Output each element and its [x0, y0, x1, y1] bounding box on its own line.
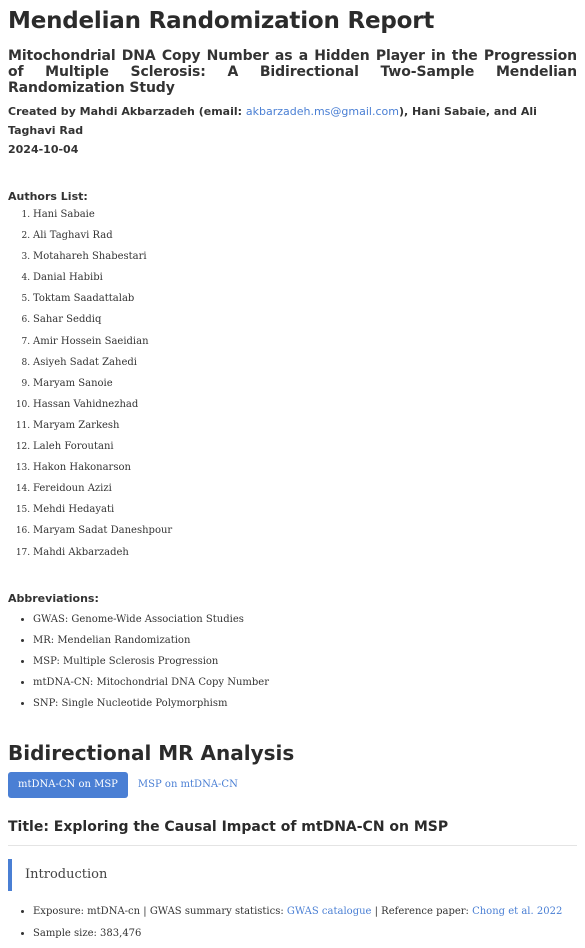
report-date: 2024-10-04 [8, 143, 79, 156]
authors-list [8, 207, 577, 566]
abbreviation-item: • mtDNA-CN: Mitochondrial DNA Copy Number [33, 675, 577, 696]
abbreviations-label: Abbreviations: [8, 591, 99, 605]
email-link[interactable]: akbarzadeh.ms@gmail.com [245, 105, 399, 118]
introduction-heading: Introduction [8, 859, 577, 891]
abbreviation-item: • MSP: Multiple Sclerosis Progression [33, 654, 577, 675]
analysis-tabs [8, 771, 577, 799]
author-line [8, 102, 577, 140]
section-divider [8, 845, 577, 846]
created-by-prefix: Created by Mahdi Akbarzadeh (email: [8, 105, 246, 118]
report-title: Mendelian Randomization Report [8, 8, 435, 34]
author-item: 10. Hassan Vahidnezhad [33, 397, 577, 418]
introduction-list [8, 904, 577, 948]
author-item: 16. Maryam Sadat Daneshpour [33, 523, 577, 544]
tab-mtdna-on-msp[interactable]: mtDNA-CN on MSP [8, 772, 128, 798]
abbreviation-item: • GWAS: Genome-Wide Association Studies [33, 612, 577, 633]
author-item: 3. Motahareh Shabestari [33, 249, 577, 270]
author-item: 17. Mahdi Akbarzadeh [33, 545, 577, 566]
author-item: 9. Maryam Sanoie [33, 376, 577, 397]
gwas-catalogue-link[interactable]: GWAS catalogue [286, 906, 372, 918]
author-item: 8. Asiyeh Sadat Zahedi [33, 355, 577, 376]
author-item: 15. Mehdi Hedayati [33, 502, 577, 523]
author-item: 7. Amir Hossein Saeidian [33, 334, 577, 355]
analysis-title: Title: Exploring the Causal Impact of mtDNA-CN on MSP [8, 819, 449, 836]
author-item: 13. Hakon Hakonarson [33, 460, 577, 481]
author-item: 2. Ali Taghavi Rad [33, 228, 577, 249]
abbreviation-item: • MR: Mendelian Randomization [33, 633, 577, 654]
exposure-item [33, 904, 577, 926]
analysis-heading: Bidirectional MR Analysis [8, 741, 295, 766]
authors-label: Authors List: [8, 190, 88, 203]
tab-msp-on-mtdna[interactable]: MSP on mtDNA-CN [137, 779, 238, 791]
exposure-text: Exposure: mtDNA-cn | GWAS summary statistics: [33, 906, 287, 918]
author-item: 11. Maryam Zarkesh [33, 418, 577, 439]
abbreviation-item: • SNP: Single Nucleotide Polymorphism [33, 696, 577, 717]
reference-paper-link[interactable]: Chong et al. 2022 [472, 906, 563, 918]
author-item: 12. Laleh Foroutani [33, 439, 577, 460]
created-by-suffix: ), Hani Sabaie, and Ali Taghavi Rad [8, 105, 537, 137]
author-item: 4. Danial Habibi [33, 270, 577, 291]
sample-size-item: • Sample size: 383,476 [33, 926, 577, 948]
report-subtitle: Mitochondrial DNA Copy Number as a Hidden Player in the Progression of Multiple Sclerosis: A Bidirectional Two-Sample Mendelian Randomization Study [8, 48, 577, 96]
author-item: 6. Sahar Seddiq [33, 312, 577, 333]
abbreviations-list [8, 612, 577, 717]
author-item: 14. Fereidoun Azizi [33, 481, 577, 502]
author-item: 1. Hani Sabaie [33, 207, 577, 228]
reference-separator: | Reference paper: [371, 906, 473, 918]
author-item: 5. Toktam Saadattalab [33, 291, 577, 312]
